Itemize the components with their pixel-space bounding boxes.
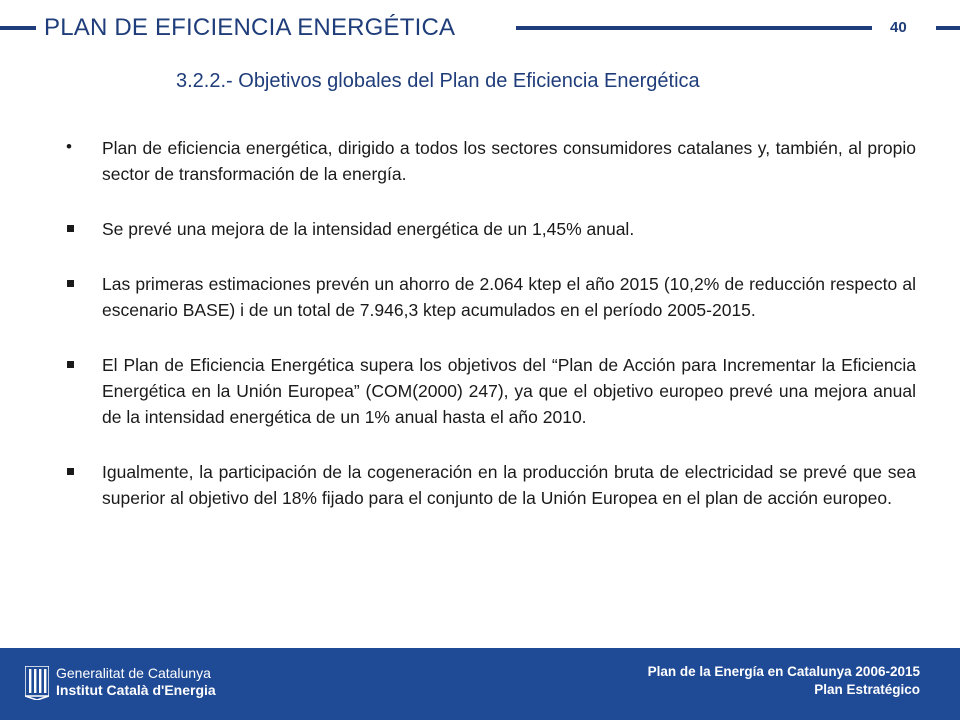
list-item	[62, 352, 916, 430]
org-name: Generalitat de Catalunya	[56, 665, 211, 681]
footer-bar	[0, 648, 960, 720]
list-item-text: Se prevé una mejora de la intensidad energética de un 1,45% anual.	[102, 219, 635, 239]
list-item	[62, 135, 916, 187]
bullet-square-icon	[67, 225, 74, 232]
list-item	[62, 216, 916, 242]
header-rule-right	[936, 26, 960, 30]
bullet-square-icon	[67, 361, 74, 368]
plan-title: Plan de la Energía en Catalunya 2006-2015	[647, 664, 920, 679]
list-item-text: Plan de eficiencia energética, dirigido a todos los sectores consumidores catalanes y, también, al propio sector de transformación de la energía.	[102, 138, 916, 184]
header-rule-middle	[516, 26, 872, 30]
section-title: 3.2.2.- Objetivos globales del Plan de Eficiencia Energética	[176, 70, 700, 92]
list-item-text: Igualmente, la participación de la cogeneración en la producción bruta de electricidad se prevé que sea superior al objetivo del 18% fijado para el conjunto de la Unión Europea en el plan de acción europeo.	[102, 462, 916, 508]
footer-organization	[56, 665, 216, 699]
footer-document-title	[648, 663, 920, 699]
objectives-list	[62, 135, 916, 511]
institute-name: Institut Català d'Energia	[56, 682, 216, 698]
bullet-dot-icon: •	[66, 137, 72, 156]
list-item-text: Las primeras estimaciones prevén un ahorro de 2.064 ktep el año 2015 (10,2% de reducción respecto al escenario BASE) i de un total de 7.946,3 ktep acumulados en el período 2005-2015.	[102, 274, 916, 320]
header-rule-left	[0, 26, 36, 30]
bullet-square-icon	[67, 468, 74, 475]
header-title: PLAN DE EFICIENCIA ENERGÉTICA	[44, 14, 456, 41]
plan-subtitle: Plan Estratégico	[814, 682, 920, 697]
page-number: 40	[890, 19, 907, 36]
list-item	[62, 459, 916, 511]
list-item-text: El Plan de Eficiencia Energética supera los objetivos del “Plan de Acción para Incrementar la Eficiencia Energética en la Unión Europea” (COM(2000) 247), ya que el objetivo europeo prevé una mejora anual de la intensidad energética de un 1% anual hasta el año 2010.	[102, 355, 916, 427]
bullet-square-icon	[67, 280, 74, 287]
list-item	[62, 271, 916, 323]
generalitat-logo-icon	[25, 666, 49, 700]
